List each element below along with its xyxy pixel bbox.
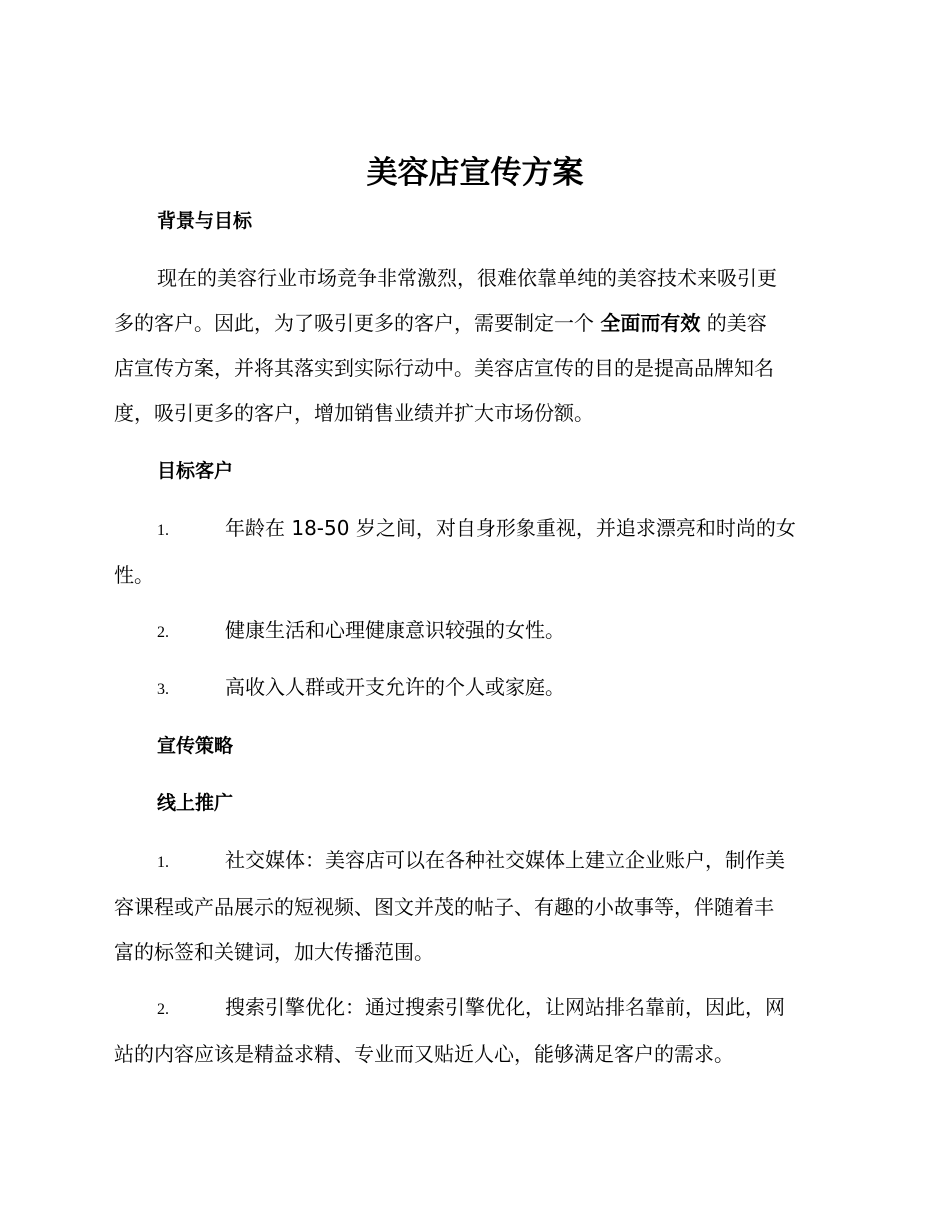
- list-item-text: 搜索引擎优化：通过搜索引擎优化，让网站排名靠前，因此，网: [225, 995, 785, 1019]
- paragraph-text: 多的客户。因此，为了吸引更多的客户，需要制定一个: [114, 311, 601, 335]
- section-heading-target: 目标客户: [157, 460, 234, 482]
- list-item: [114, 985, 836, 1077]
- list-item-text: 健康生活和心理健康意识较强的女性。: [225, 618, 565, 642]
- paragraph-line: [114, 301, 836, 346]
- list-number: 3.: [157, 681, 169, 698]
- list-item-continuation: 性。: [114, 563, 154, 587]
- section-heading-online: 线上推广: [157, 792, 234, 814]
- paragraph-line: 现在的美容行业市场竞争非常激烈，很难依靠单纯的美容技术来吸引更: [157, 266, 777, 290]
- list-item-continuation: 站的内容应该是精益求精、专业而又贴近人心，能够满足客户的需求。: [114, 1042, 734, 1066]
- background-paragraph: [114, 256, 836, 436]
- paragraph-line: 店宣传方案，并将其落实到实际行动中。美容店宣传的目的是提高品牌知名: [114, 356, 774, 380]
- list-item: [114, 608, 836, 655]
- list-item-text: 年龄在 18-50 岁之间，对自身形象重视，并追求漂亮和时尚的女: [225, 516, 796, 540]
- list-item-continuation: 富的标签和关键词，加大传播范围。: [114, 940, 434, 964]
- list-number: 2.: [157, 1001, 169, 1018]
- list-number: 2.: [157, 624, 169, 641]
- document-title: 美容店宣传方案: [366, 155, 584, 191]
- list-item-text: 社交媒体：美容店可以在各种社交媒体上建立企业账户，制作美: [225, 848, 785, 872]
- list-item-continuation: 容课程或产品展示的短视频、图文并茂的帖子、有趣的小故事等，伴随着丰: [114, 895, 774, 919]
- section-heading-background: 背景与目标: [157, 210, 253, 232]
- list-number: 1.: [157, 854, 169, 871]
- paragraph-line: 度，吸引更多的客户，增加销售业绩并扩大市场份额。: [114, 401, 594, 425]
- list-item: [114, 838, 836, 975]
- emphasis-text: 全面而有效: [600, 311, 701, 335]
- paragraph-text: 的美容: [700, 311, 767, 335]
- list-item: [114, 665, 836, 712]
- list-number: 1.: [157, 522, 169, 539]
- list-item-text: 高收入人群或开支允许的个人或家庭。: [225, 675, 565, 699]
- section-heading-strategy: 宣传策略: [157, 735, 234, 757]
- list-item: [114, 506, 836, 598]
